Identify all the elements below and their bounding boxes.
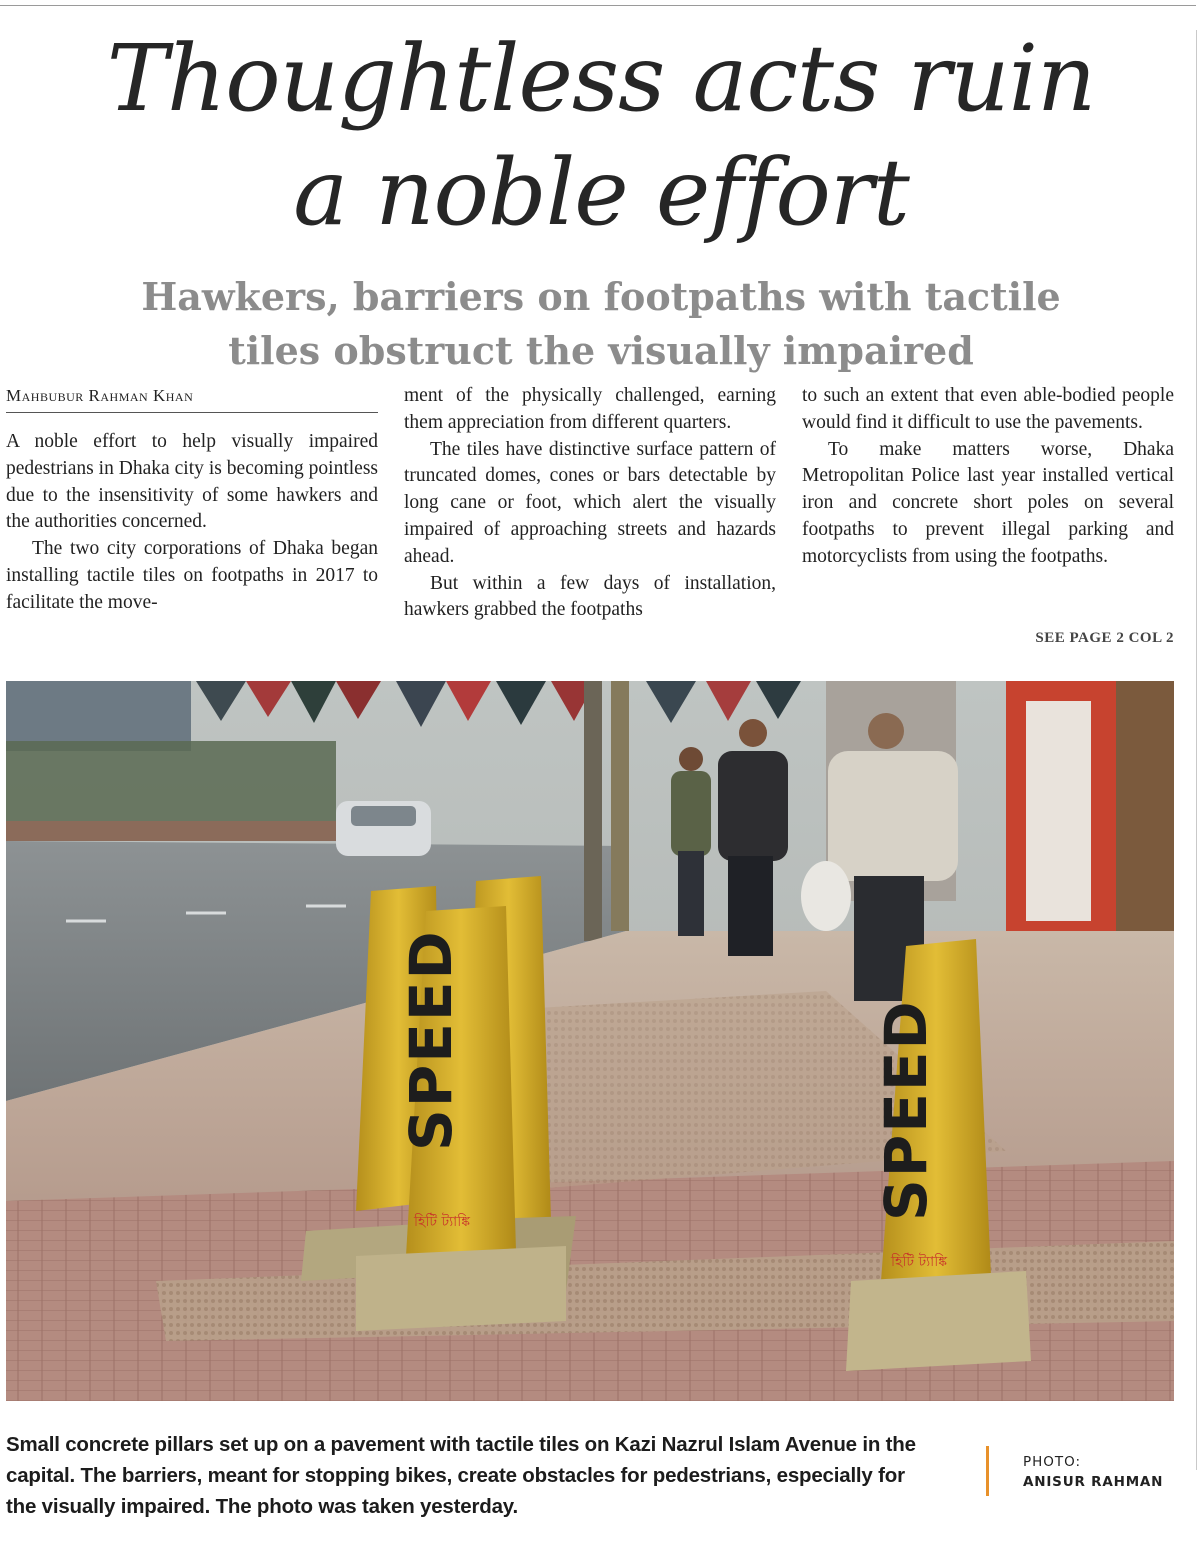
pillar-logo: হিটি ট্যাঙ্কি	[891, 1254, 947, 1270]
paragraph: to such an extent that even able-bodied people would find it difficult to use the pavements.	[802, 385, 1174, 433]
top-rule	[0, 5, 1196, 6]
headline	[0, 22, 1202, 250]
subheadline-line-1: Hawkers, barriers on footpaths with tactile	[141, 274, 1061, 319]
paragraph: To make matters worse, Dhaka Metropolitan Police last year installed vertical iron and concrete short poles on several footpaths to prevent illegal parking and motorcyclists from using the footpaths.	[802, 438, 1174, 567]
subheadline	[0, 270, 1202, 378]
paragraph: ment of the physically challenged, earning them appreciation from different quarters.	[404, 385, 776, 433]
photo-credit	[1023, 1452, 1193, 1492]
photo-credit-name: ANISUR RAHMAN	[1023, 1474, 1164, 1490]
paragraph: The two city corporations of Dhaka began installing tactile tiles on footpaths in 2017 to facilitate the move-	[6, 538, 378, 613]
paragraph: A noble effort to help visually impaired pedestrians in Dhaka city is becoming pointless due to the insensitivity of some hawkers and the authorities concerned.	[6, 431, 378, 533]
pillar-logo: হিটি ট্যাঙ্কি	[414, 1214, 470, 1230]
news-photo	[6, 681, 1174, 1401]
photo-caption: Small concrete pillars set up on a pavement with tactile tiles on Kazi Nazrul Islam Avenue in the capital. The barriers, meant for stopping bikes, create obstacles for pedestrians, especially for the visually impaired. The photo was taken yesterday.	[6, 1433, 916, 1518]
photo-credit-label: PHOTO:	[1023, 1454, 1082, 1470]
subheadline-line-2: tiles obstruct the visually impaired	[228, 328, 974, 373]
article-column-3	[802, 383, 1174, 571]
article-column-1	[6, 429, 378, 617]
byline: Mahbubur Rahman Khan	[6, 386, 378, 413]
article-column-2	[404, 383, 776, 624]
credit-divider	[986, 1446, 989, 1496]
continuation-jump: SEE PAGE 2 COL 2	[1035, 630, 1174, 646]
pillar-label: SPEED	[397, 929, 465, 1151]
headline-line-1: Thoughtless acts ruin	[106, 25, 1096, 132]
paragraph: But within a few days of installation, hawkers grabbed the footpaths	[404, 572, 776, 621]
pillar-label: SPEED	[872, 999, 940, 1221]
headline-line-2: a noble effort	[293, 139, 909, 246]
paragraph: The tiles have distinctive surface pattern of truncated domes, cones or bars detectable by long cane or foot, which alert the visually impaired of approaching streets and hazards ahead.	[404, 438, 776, 567]
